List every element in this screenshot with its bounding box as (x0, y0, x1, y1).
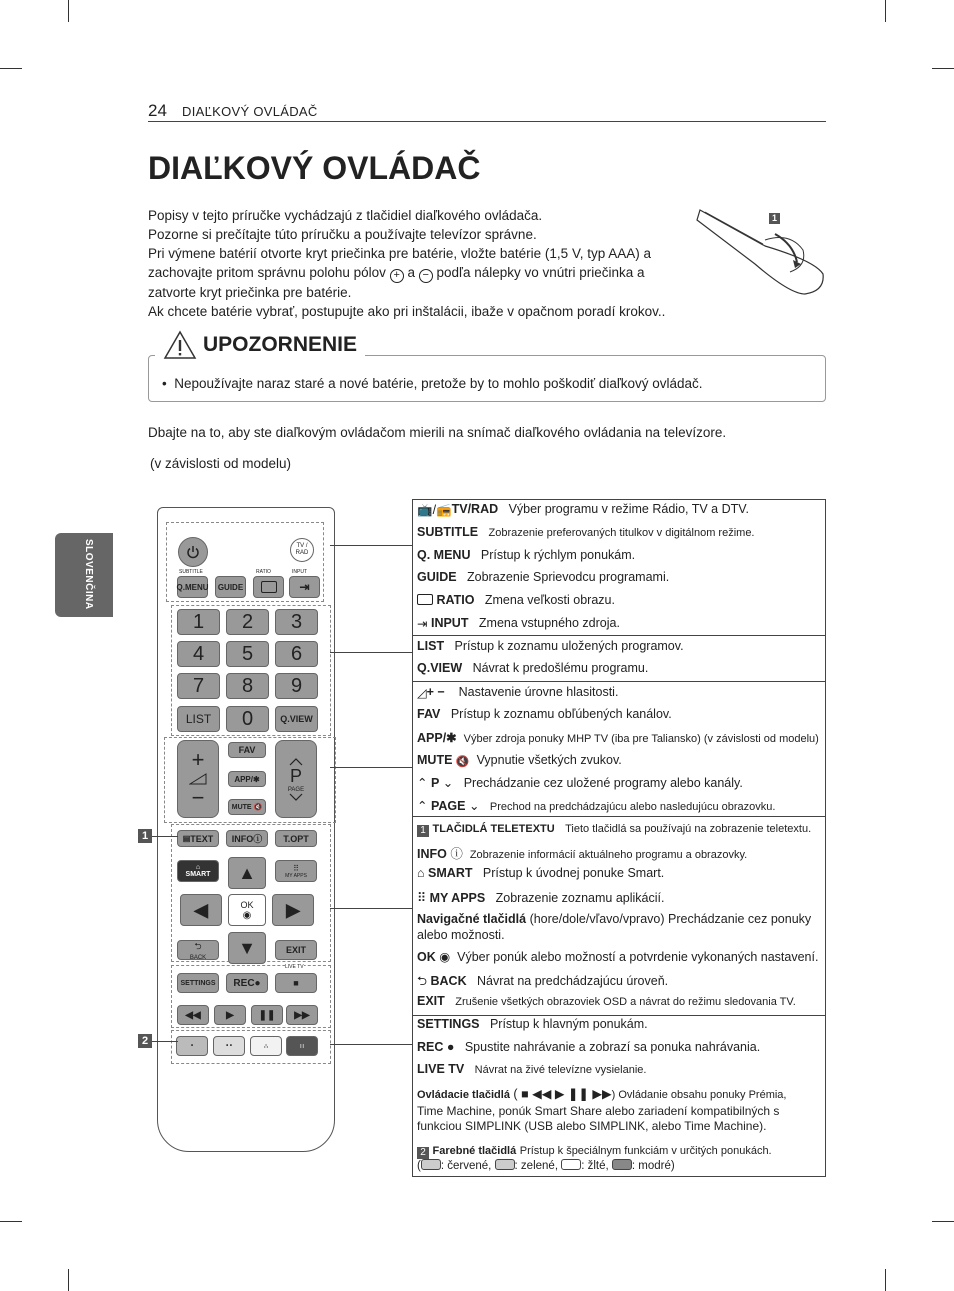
two-dots-icon: • • (226, 1043, 232, 1049)
row-key: LIST (417, 639, 445, 653)
left-arrow-button (180, 894, 222, 926)
red-button (176, 1036, 208, 1056)
input-button (289, 576, 320, 598)
ok-label: OK (240, 899, 254, 910)
row-key: MY APPS (429, 891, 486, 905)
ratio-icon (261, 581, 277, 593)
settings-button: SETTINGS (177, 973, 219, 993)
row-desc: ) Ovládanie obsahu ponuky Prémia, (611, 1089, 787, 1101)
arrow-down-icon: ▼ (238, 937, 256, 958)
battery-cover-illustration (695, 206, 827, 296)
intro-text-part: zachovajte pritom správnu polohu pólov (148, 265, 386, 280)
info-icon: ⓘ (450, 847, 463, 861)
chevron-up-icon (289, 758, 303, 766)
table-row (417, 1062, 646, 1076)
crop-mark (68, 1269, 69, 1291)
qmenu-button: Q.MENU (177, 576, 208, 598)
play-icon: ▶ (554, 1087, 565, 1101)
row-desc: Návrat na predchádzajúcu úroveň. (477, 974, 669, 988)
table-row (417, 685, 618, 700)
power-icon (186, 545, 200, 559)
crop-mark (932, 68, 954, 69)
chevron-down-icon: ⌄ (442, 776, 454, 790)
warning-item (162, 376, 703, 391)
row-key: INFO (417, 847, 447, 861)
chevron-up-icon: ⌃ (417, 776, 428, 790)
chevron-up-icon: ⌃ (417, 799, 428, 813)
arrow-up-icon: ▲ (238, 862, 256, 883)
ok-dot-icon: ◉ (439, 950, 451, 964)
myapps-button (275, 860, 317, 882)
table-row (417, 1040, 760, 1054)
digit-1-button: 1 (177, 609, 220, 635)
play-button (214, 1005, 246, 1025)
digit-0-button: 0 (226, 706, 269, 732)
rewind-icon: ◀◀ (532, 1087, 552, 1101)
row-desc: (hore/dole/vľavo/vpravo) Prechádzanie cez ponuky alebo možnosti. (417, 912, 812, 942)
table-row (417, 972, 668, 993)
row-key: REC ● (417, 1040, 455, 1054)
callout-2: 2 (138, 1034, 152, 1048)
row-key: BACK (430, 974, 467, 988)
table-row (417, 821, 811, 837)
warning-triangle-icon (163, 330, 197, 360)
three-dots-icon: ∴ (264, 1043, 268, 1050)
table-row (417, 639, 684, 653)
fast-forward-icon: ▶▶ (592, 1087, 612, 1101)
subtitle-label: SUBTITLE (179, 569, 203, 575)
color-label: : červené, (440, 1160, 492, 1172)
row-desc: Zobrazenie zoznamu aplikácií. (495, 891, 665, 905)
fast-forward-button (286, 1005, 318, 1025)
figure-callout: 1 (769, 213, 780, 224)
home-icon: ⌂ (195, 864, 201, 871)
rewind-button (177, 1005, 209, 1025)
play-icon: ▶ (226, 1009, 234, 1021)
arrow-right-icon: ▶ (286, 899, 300, 920)
row-desc: Prístup k rýchlym ponukám. (480, 548, 636, 562)
back-arrow-icon: ⮌ (194, 941, 202, 951)
row-desc: Výber ponúk alebo možností a potvrdenie vykonaných nastavení. (457, 950, 819, 964)
green-chip-icon (495, 1159, 515, 1170)
callout-leader (152, 1041, 178, 1042)
teletext-icon: ▤ (182, 834, 191, 843)
digit-9-button: 9 (275, 673, 318, 699)
row-key: OK (417, 950, 436, 964)
language-tab (55, 533, 113, 617)
tv-rad-label: TV / RAD (295, 543, 309, 556)
row-key: INPUT (430, 616, 469, 630)
table-row (417, 866, 664, 880)
table-row (417, 994, 796, 1008)
pause-icon: ❚❚ (258, 1009, 276, 1021)
row-key: TLAČIDLÁ TELETEXTU (432, 823, 555, 835)
header-rule (148, 121, 826, 122)
crop-mark (68, 0, 69, 22)
row-desc: Zobrazenie informácií aktuálneho programu a obrazovky. (469, 849, 748, 861)
stop-icon: ■ (521, 1087, 529, 1101)
table-row (417, 844, 747, 862)
blue-button (286, 1036, 318, 1056)
input-icon: ⇥ (417, 617, 428, 631)
row-desc: Výber zdroja ponuky MHP TV (iba pre Taliansko) (v závislosti od modelu) (463, 733, 819, 745)
table-row (417, 753, 622, 768)
row-key: PAGE (430, 799, 466, 813)
plus-pole-icon: + (390, 269, 404, 283)
row-desc: Návrat k predošlému programu. (472, 661, 649, 675)
row-key: APP/✱ (417, 731, 457, 745)
table-row (417, 707, 672, 721)
blue-chip-icon (612, 1159, 632, 1170)
color-label: : zelené, (514, 1160, 559, 1172)
row-key: FAV (417, 707, 441, 721)
table-row (417, 661, 648, 675)
right-arrow-button (272, 894, 314, 926)
back-arrow-icon: ⮌ (417, 974, 428, 988)
topt-button: T.OPT (275, 830, 317, 847)
callout-badge: 1 (417, 825, 429, 837)
back-label: BACK (189, 955, 207, 961)
green-button (213, 1036, 245, 1056)
ratio-label: RATIO (256, 569, 271, 575)
page-number: 24 (148, 101, 167, 120)
row-key: MUTE (417, 753, 453, 767)
table-row (417, 570, 669, 584)
yellow-button (250, 1036, 282, 1056)
row-desc: Prechod na predchádzajúcu alebo nasledujúcu obrazovku. (489, 801, 776, 813)
mute-button: MUTE 🔇 (228, 799, 266, 815)
crop-mark (932, 1221, 954, 1222)
digit-2-button: 2 (226, 609, 269, 635)
running-header: DIAĽKOVÝ OVLÁDAČ (182, 104, 318, 119)
fav-button: FAV (228, 742, 266, 758)
warning-text: Nepoužívajte naraz staré a nové batérie, pretože by to mohlo poškodiť diaľkový ovládač. (174, 376, 703, 391)
row-key: Farebné tlačidlá (432, 1145, 517, 1157)
row-key: TV/RAD (451, 502, 499, 516)
volume-icon: ◿ (417, 686, 427, 700)
crop-mark (885, 1269, 886, 1291)
exit-button: EXIT (275, 940, 317, 960)
row-desc: Zmena vstupného zdroja. (478, 616, 620, 630)
row-desc: Tieto tlačidlá sa používajú na zobrazenie teletextu. (565, 823, 812, 835)
table-row: Ovládacie tlačidlá ( ■ ◀◀ ▶ ❚❚ ▶▶) Ovládanie obsahu ponuky Prémia, (417, 1087, 787, 1101)
row-desc: Nastavenie úrovne hlasitosti. (458, 685, 619, 699)
myapps-label: MY APPS (285, 872, 307, 879)
app-button: APP/✱ (228, 771, 266, 787)
chevron-down-icon: ⌄ (468, 799, 480, 813)
intro-line: Pozorne si prečítajte túto príručku a používajte televízor správne. (148, 227, 537, 242)
row-desc: Prístup k zoznamu uložených programov. (454, 639, 684, 653)
digit-8-button: 8 (226, 673, 269, 699)
crop-mark (0, 1221, 22, 1222)
livetv-label: LIVE TV (285, 964, 304, 970)
input-icon: ⇥ (299, 580, 310, 594)
intro-text (148, 206, 693, 321)
warning-title: UPOZORNENIE (203, 333, 358, 356)
aim-instruction: Dbajte na to, aby ste diaľkovým ovládačom mierili na snímač diaľkového ovládania na televízore. (148, 425, 727, 440)
table-row (417, 502, 749, 518)
table-row (417, 775, 743, 790)
row-desc: Prechádzanie cez uložené programy alebo kanály. (463, 776, 743, 790)
volume-up-icon: + (191, 747, 205, 772)
fast-forward-icon: ▶▶ (294, 1009, 310, 1021)
digit-6-button: 6 (275, 641, 318, 667)
table-row (417, 525, 755, 539)
info-icon: ⓘ (253, 834, 263, 844)
qview-button: Q.VIEW (275, 706, 318, 732)
pause-icon: ❚❚ (567, 1087, 589, 1101)
digit-4-button: 4 (177, 641, 220, 667)
table-row (417, 911, 821, 943)
program-rocker (275, 740, 317, 818)
row-key: SETTINGS (417, 1017, 480, 1031)
smart-label: SMART (185, 871, 211, 878)
arrow-left-icon: ◀ (194, 899, 208, 920)
text-label: TEXT (190, 833, 214, 844)
intro-text-part: a (407, 265, 415, 280)
power-button (178, 537, 208, 567)
row-desc: Výber programu v režime Rádio, TV a DTV. (508, 502, 749, 516)
info-label: INFO (231, 833, 254, 844)
row-key: LIVE TV (417, 1062, 465, 1076)
row-desc: Návrat na živé televízne vysielanie. (474, 1064, 647, 1076)
minus-pole-icon: − (419, 269, 433, 283)
mute-icon: 🔇 (455, 756, 470, 768)
table-divider (413, 681, 825, 682)
intro-line: zatvorte kryt priečinka pre batérie. (148, 285, 352, 300)
row-key: RATIO (436, 593, 475, 607)
row-key: EXIT (417, 994, 445, 1008)
row-key: GUIDE (417, 570, 457, 584)
row-key: P (430, 776, 440, 790)
rewind-icon: ◀◀ (185, 1009, 201, 1021)
leader-line (330, 545, 412, 546)
tv-radio-icon: 📺/📻 (417, 503, 452, 517)
volume-down-icon: − (191, 785, 205, 810)
red-chip-icon (421, 1159, 441, 1170)
callout-badge: 2 (417, 1147, 429, 1159)
program-label: P (289, 765, 302, 786)
apps-grid-icon: ⠿ (293, 863, 299, 873)
intro-line: Popisy v tejto príručke vychádzajú z tlačidiel diaľkového ovládača. (148, 208, 543, 223)
row-desc: Zrušenie všetkých obrazoviek OSD a návrat do režimu sledovania TV. (455, 996, 796, 1008)
down-arrow-button (228, 932, 266, 964)
table-row (417, 1143, 772, 1159)
smart-button (177, 860, 219, 882)
one-dot-icon: • (190, 1043, 194, 1049)
callout-leader (152, 836, 178, 837)
row-key: Navigačné tlačidlá (417, 912, 527, 926)
home-icon: ⌂ (417, 866, 425, 880)
intro-line: Ak chcete batérie vybrať, postupujte ako pri inštalácii, ibaže v opačnom poradí krokov.. (148, 304, 666, 319)
leader-line (330, 767, 412, 768)
text-button (177, 830, 219, 847)
list-button: LIST (177, 706, 220, 732)
crop-mark (0, 68, 22, 69)
table-row (417, 548, 635, 562)
intro-line (148, 263, 693, 283)
leader-line (330, 1044, 412, 1045)
language-tab-label: SLOVENČINA (83, 539, 94, 610)
info-button (226, 830, 268, 847)
table-divider (413, 816, 825, 817)
row-key: + − (426, 685, 445, 699)
row-desc: Spustite nahrávanie a zobrazí sa ponuka nahrávania. (464, 1040, 761, 1054)
row-desc: Vypnutie všetkých zvukov. (476, 753, 622, 767)
table-row (417, 1017, 648, 1031)
table-row: Time Machine, ponúk Smart Share alebo zariadení kompatibilných s funkciou SIMPLINK (USB alebo SIMPLINK, alebo Time Machine). (417, 1104, 780, 1133)
digit-5-button: 5 (226, 641, 269, 667)
leader-line (330, 652, 412, 653)
four-dots-icon: ∷ (300, 1043, 304, 1050)
intro-text-part: podľa nálepky vo vnútri priečinka a (436, 265, 645, 280)
leader-line (330, 908, 412, 909)
intro-line: Pri výmene batérií otvorte kryt priečinka pre batérie, vložte batérie (1,5 V, typ AAA) a (148, 246, 651, 261)
color-label: : modré) (631, 1160, 675, 1172)
stop-icon: ■ (293, 978, 299, 988)
up-arrow-button (228, 857, 266, 889)
input-label: INPUT (292, 569, 307, 575)
guide-button: GUIDE (215, 576, 246, 598)
volume-icon (189, 773, 207, 785)
rec-button: REC● (226, 973, 268, 993)
callout-1: 1 (138, 829, 152, 843)
bullet: • (162, 376, 167, 391)
volume-rocker (177, 740, 219, 818)
chevron-down-icon (289, 793, 303, 801)
row-desc: Prístup k úvodnej ponuke Smart. (482, 866, 665, 880)
row-desc: Prístup k špeciálnym funkciám v určitých ponukách. (519, 1145, 772, 1157)
ratio-icon (417, 594, 433, 605)
crop-mark (885, 0, 886, 22)
color-label: : žlté, (581, 1160, 609, 1172)
row-key: Ovládacie tlačidlá (417, 1089, 510, 1101)
page-title: DIAĽKOVÝ OVLÁDAČ (148, 150, 481, 186)
apps-grid-icon: ⠿ (417, 891, 427, 905)
digit-3-button: 3 (275, 609, 318, 635)
page-label: PAGE (287, 786, 305, 793)
model-note: (v závislosti od modelu) (150, 456, 292, 471)
table-row (417, 593, 615, 607)
digit-7-button: 7 (177, 673, 220, 699)
table-row (417, 949, 818, 964)
table-divider (413, 1015, 825, 1016)
row-key: Q. MENU (417, 548, 471, 562)
row-desc: Zobrazenie Sprievodcu programami. (467, 570, 670, 584)
table-row (417, 798, 775, 813)
row-desc: Prístup k zoznamu obľúbených kanálov. (450, 707, 672, 721)
tv-rad-button (290, 538, 314, 562)
yellow-chip-icon (561, 1159, 581, 1170)
remote-control-illustration (157, 507, 335, 1152)
row-desc: Zmena veľkosti obrazu. (484, 593, 615, 607)
back-button (177, 940, 219, 960)
row-key: SMART (428, 866, 473, 880)
row-desc: Prístup k hlavným ponukám. (489, 1017, 648, 1031)
pause-button (251, 1005, 283, 1025)
ok-button (228, 894, 266, 926)
table-row (417, 616, 620, 631)
table-row (417, 730, 819, 745)
row-desc: Zobrazenie preferovaných titulkov v digitálnom režime. (488, 527, 755, 539)
table-row (417, 890, 664, 905)
row-key: Q.VIEW (417, 661, 463, 675)
ok-dot-icon: ◉ (242, 909, 252, 921)
warning-header (155, 330, 365, 360)
table-row: ( : červené, : zelené, : žlté, : modré) (417, 1160, 675, 1172)
table-divider (413, 635, 825, 636)
row-key: SUBTITLE (417, 525, 479, 539)
ratio-button (253, 576, 284, 598)
livetv-stop-button (275, 973, 317, 993)
